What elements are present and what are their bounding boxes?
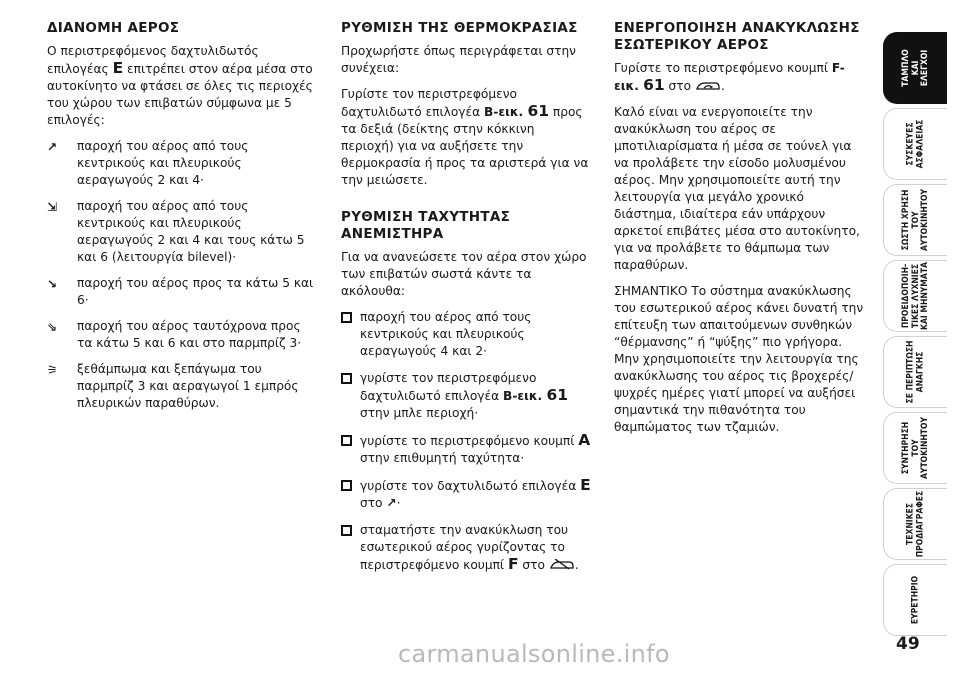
feet-vent-icon: ↘ [47,277,58,291]
fan-step: γυρίστε τον δαχτυλιδωτό επιλογέα E στο ↗· [341,477,591,512]
distribution-option-text: παροχή του αέρος από τους κεντρικούς και πλευρικούς αεραγωγούς 2 και 4 και τους κάτω 5 και 6 (λειτουργία bilevel)· [77,199,305,264]
tab-emergency[interactable]: ΣΕ ΠΕΡΙΠΤΩΣΗ ΑΝΑΓΚΗΣ [883,336,947,408]
recirculation-advice: Καλό είναι να ενεργοποιείτε την ανακύκλωση του αέρος σε μποτιλιαρίσματα ή μέσα σε τούνελ για να προλάβετε την είσοδο μολυσμένου αέρος. Μην χρησιμοποιείτε αυτή την λειτουργία για μεγάλο χρονικό διάστημα, ιδιαίτερα εάν υπάρχουν αρκετοί επιβάτες μέσα στο αυτοκίνητο, για να προλάβετε το θάμπωμα των παραθύρων. [614,105,860,272]
recirculation-column [614,20,868,445]
fan-step: σταματήστε την ανακύκλωση του εσωτερικού αέρος γυρίζοντας το περιστρεφόμενο κουμπί F στο . [341,522,591,574]
face-vent-icon: ↗ [386,496,397,510]
distribution-option [47,198,319,266]
tab-maintenance[interactable]: ΣΥΝΤΗΡΗΣΗ ΤΟΥ ΑΥΤΟΚΙΝΗΤΟΥ [883,412,947,484]
temperature-heading: ΡΥΘΜΙΣΗ ΤΗΣ ΘΕΡΜΟΚΡΑΣΙΑΣ [341,20,578,36]
distribution-option [47,275,319,309]
fan-speed-heading: ΡΥΘΜΙΣΗ ΤΑΧΥΤΗΤΑΣ ΑΝΕΜΙΣΤΗΡΑ [341,209,511,242]
distribution-option-text: ξεθάμπωμα και ξεπάγωμα του παρμπρίζ 3 και αεραγωγοί 1 εμπρός πλευρικών παραθύρων. [77,362,299,410]
distribution-option [47,138,319,189]
watermark: carmanualsonline.info [398,640,670,668]
recirculation-icon [695,80,721,92]
recirculation-important: ΣΗΜΑΝΤΙΚΟ Το σύστημα ανακύκλωσης του εσωτερικού αέρος κάνει δυνατή την επίτευξη των απαιτούμενων συνθηκών “θέρμανσης” ή “ψύξης” πιο γρήγορα. Μην χρησιμοποιείτε την λειτουργία της ανακύκλωσης του αέρος τις βροχερές/ψυχρές ημέρες γιατί μπορεί να αυξήσει σημαντικά την πιθανότητα του θαμπώματος των τζαμιών. [614,284,864,434]
tab-dashboard-controls[interactable]: ΤΑΜΠΛΟ ΚΑΙ ΕΛΕΓΧΟΙ [883,32,947,104]
distribution-option [47,318,319,352]
defrost-icon: ⚞ [47,363,58,377]
temperature-fan-column [341,20,591,584]
checkbox-bullet-icon [341,435,352,446]
checkbox-bullet-icon [341,312,352,323]
checkbox-bullet-icon [341,480,352,491]
tab-technical-specs[interactable]: ΤΕΧΝΙΚΕΣ ΠΡΟΔΙΑΓΡΑΦΕΣ [883,488,947,560]
fan-step: γυρίστε τον περιστρεφόμενο δαχτυλιδωτό επιλογέα B-εικ. 61 στην μπλε περιοχή· [341,370,591,422]
distribution-option-text: παροχή του αέρος από τους κεντρικούς και πλευρικούς αεραγωγούς 2 και 4· [77,139,249,187]
tab-safety-devices[interactable]: ΣΥΣΚΕΥΕΣ ΑΣΦΑΛΕΙΑΣ [883,108,947,180]
bilevel-icon: ⇲ [47,200,58,214]
feet-windscreen-icon: ⇘ [47,320,58,334]
page-number: 49 [896,634,920,654]
distribution-option-text: παροχή του αέρος προς τα κάτω 5 και 6· [77,276,314,307]
recirculation-instruction: Γυρίστε το περιστρεφόμενο κουμπί F-εικ. 61 στο . [614,61,845,94]
fan-step: γυρίστε το περιστρεφόμενο κουμπί A στην επιθυμητή ταχύτητα· [341,432,591,467]
temperature-instruction: Γυρίστε τον περιστρεφόμενο δαχτυλιδωτό επιλογέα B-εικ. 61 προς τα δεξιά (δείκτης στην κόκκινη περιοχή) για να αυξήσετε την θερμοκρασία ή προς τα αριστερά για να την μειώσετε. [341,87,589,187]
air-distribution-intro: Ο περιστρεφόμενος δαχτυλιδωτός επιλογέας E επιτρέπει στον αέρα μέσα στο αυτοκίνητο να φτάσει σε όλες τις περιοχές του χώρου των επιβατών σύμφωνα με 5 επιλογές: [47,44,313,127]
face-vent-icon: ↗ [47,140,58,154]
air-distribution-column [47,20,319,421]
checkbox-bullet-icon [341,525,352,536]
fan-speed-intro: Για να ανανεώσετε τον αέρα στον χώρο των επιβατών σωστά κάντε τα ακόλουθα: [341,250,587,298]
fresh-air-icon [549,559,575,571]
tab-warning-lights[interactable]: ΠΡΟΕΙΔΟΠΟΙΗ- ΤΙΚΕΣ ΛΥΧΝΙΕΣ ΚΑΙ ΜΗΝΥΜΑΤΑ [883,260,947,332]
checkbox-bullet-icon [341,373,352,384]
recirculation-heading: ΕΝΕΡΓΟΠΟΙΗΣΗ ΑΝΑΚΥΚΛΩΣΗΣ ΕΣΩΤΕΡΙΚΟΥ ΑΕΡΟΣ [614,20,860,53]
air-distribution-heading: ΔΙΑΝΟΜΗ ΑΕΡΟΣ [47,20,180,36]
temperature-intro: Προχωρήστε όπως περιγράφεται στην συνέχεια: [341,44,576,75]
tab-correct-use[interactable]: ΣΩΣΤΗ ΧΡΗΣΗ ΤΟΥ ΑΥΤΟΚΙΝΗΤΟΥ [883,184,947,256]
distribution-option-text: παροχή του αέρος ταυτόχρονα προς τα κάτω 5 και 6 και στο παρμπρίζ 3· [77,319,302,350]
distribution-option [47,361,319,412]
tab-index[interactable]: ΕΥΡΕΤΗΡΙΟ [883,564,947,636]
fan-step: παροχή του αέρος από τους κεντρικούς και πλευρικούς αεραγωγούς 4 και 2· [341,309,591,360]
